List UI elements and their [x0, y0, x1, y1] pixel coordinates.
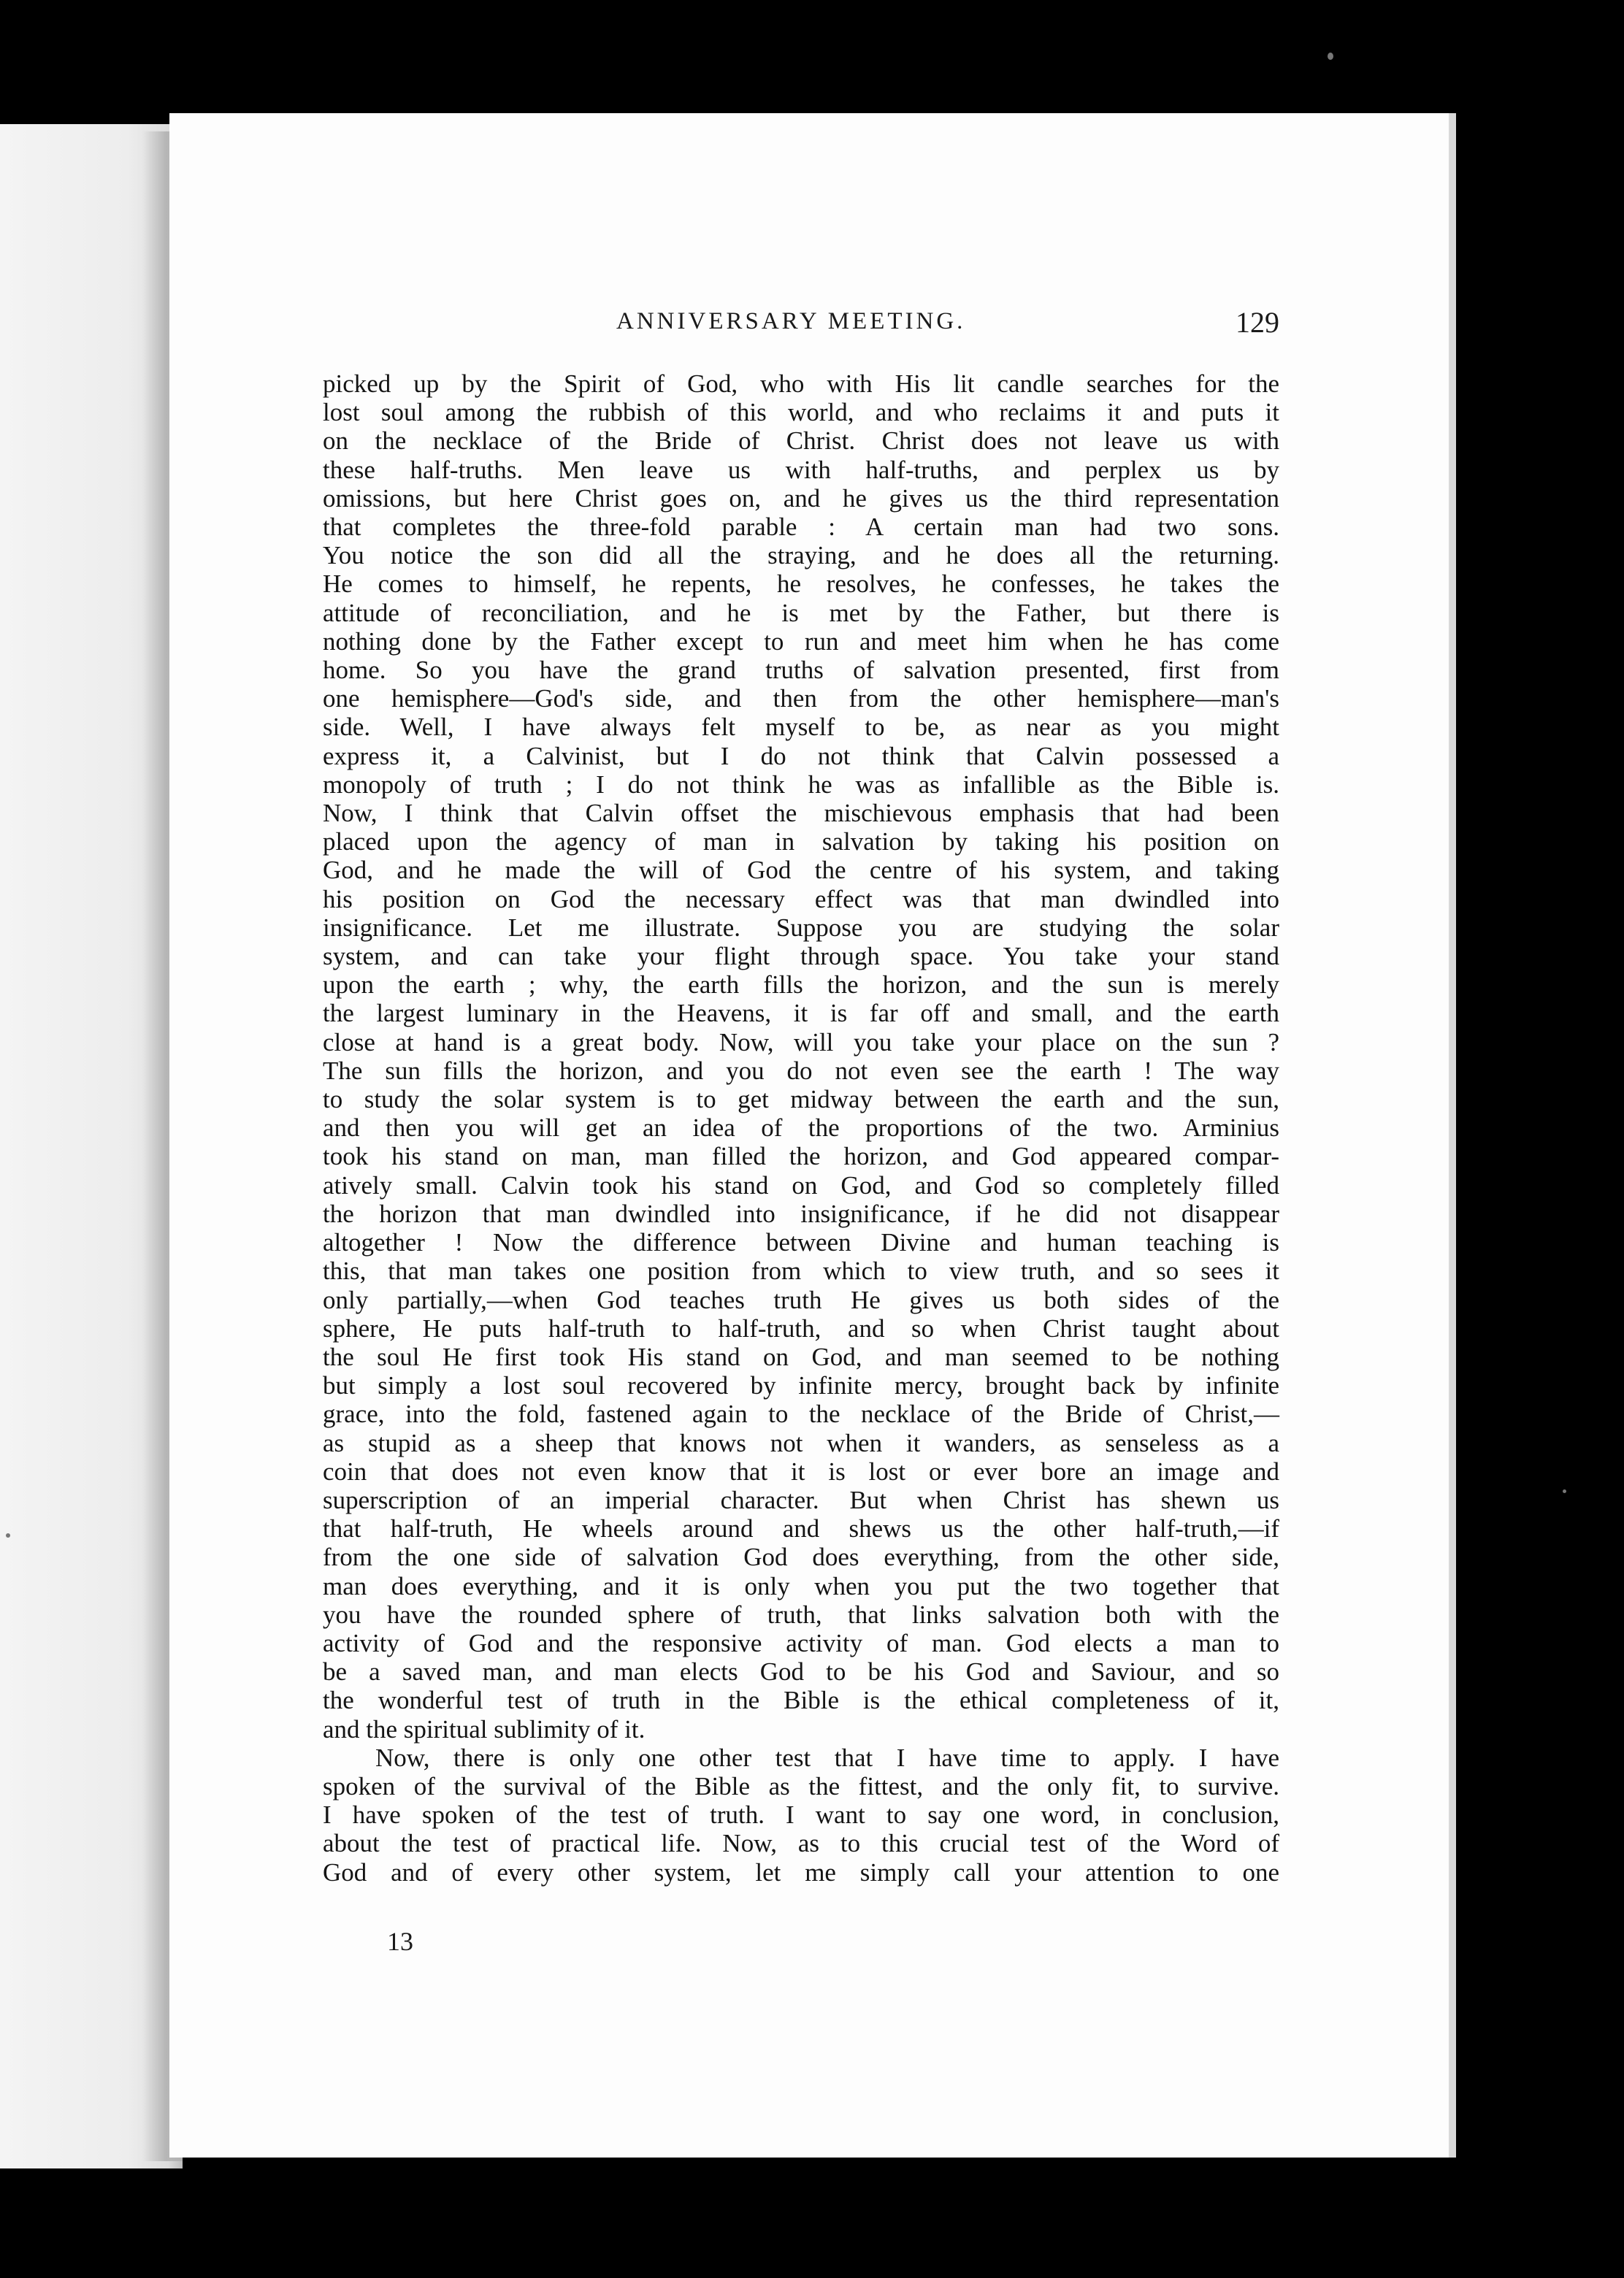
signature-mark: 13 [387, 1927, 413, 1956]
text-line: atively small. Calvin took his stand on God, and God so completely filled [323, 1170, 1279, 1200]
text-line: one hemisphere—God's side, and then from the other hemisphere—man's [323, 684, 1279, 713]
text-line: about the test of practical life. Now, as to this crucial test of the Word of [323, 1829, 1279, 1858]
text-line: home. So you have the grand truths of salvation presented, first from [323, 656, 1279, 685]
text-line: the wonderful test of truth in the Bible is the ethical completeness of it, [323, 1686, 1279, 1715]
text-line: this, that man takes one position from which to view truth, and so sees it [323, 1257, 1279, 1286]
text-line: and the spiritual sublimity of it. [323, 1714, 646, 1744]
text-line: Now, I think that Calvin offset the mischievous emphasis that had been [323, 799, 1279, 828]
text-line: I have spoken of the test of truth. I want to say one word, in conclusion, [323, 1800, 1279, 1830]
text-line: man does everything, and it is only when you put the two together that [323, 1571, 1279, 1600]
text-line: system, and can take your flight through space. You take your stand [323, 942, 1279, 971]
text-line: that half-truth, He wheels around and shews us the other half-truth,—if [323, 1514, 1279, 1543]
text-line: that completes the three-fold parable : A certain man had two sons. [323, 513, 1279, 542]
text-line: God, and he made the will of God the centre of his system, and taking [323, 856, 1279, 885]
text-line: his position on God the necessary effect was that man dwindled into [323, 884, 1279, 913]
text-line: the soul He first took His stand on God, and man seemed to be nothing [323, 1342, 1279, 1371]
text-line: insignificance. Let me illustrate. Suppose you are studying the solar [323, 913, 1279, 942]
text-line: God and of every other system, let me simply call your attention to one [323, 1857, 1279, 1887]
text-line: He comes to himself, he repents, he resolves, he confesses, he takes the [323, 570, 1279, 599]
text-line: monopoly of truth ; I do not think he was as infallible as the Bible is. [323, 770, 1279, 799]
text-line: spoken of the survival of the Bible as the fittest, and the only fit, to survive. [323, 1771, 1279, 1800]
text-line: the largest luminary in the Heavens, it is far off and small, and the earth [323, 999, 1279, 1028]
text-line: The sun fills the horizon, and you do not even see the earth ! The way [323, 1056, 1279, 1085]
text-line: these half-truths. Men leave us with half-truths, and perplex us by [323, 455, 1279, 484]
text-line: upon the earth ; why, the earth fills the horizon, and the sun is merely [323, 970, 1279, 1000]
text-line: placed upon the agency of man in salvation by taking his position on [323, 827, 1279, 856]
text-line: You notice the son did all the straying, and he does all the returning. [323, 541, 1279, 570]
text-line: grace, into the fold, fastened again to the necklace of the Bride of Christ,— [323, 1400, 1279, 1429]
page-number: 129 [1236, 306, 1279, 339]
text-line: only partially,—when God teaches truth He gives us both sides of the [323, 1285, 1279, 1314]
text-line: lost soul among the rubbish of this world, and who reclaims it and puts it [323, 398, 1279, 427]
text-line: superscription of an imperial character. But when Christ has shewn us [323, 1485, 1279, 1514]
text-line: be a saved man, and man elects God to be his God and Saviour, and so [323, 1657, 1279, 1687]
text-line: on the necklace of the Bride of Christ. Christ does not leave us with [323, 426, 1279, 456]
dust-speck [1563, 1489, 1566, 1493]
text-line: but simply a lost soul recovered by infinite mercy, brought back by infinite [323, 1371, 1279, 1400]
text-line: to study the solar system is to get midway between the earth and the sun, [323, 1085, 1279, 1114]
dust-speck [6, 1533, 10, 1538]
text-line: side. Well, I have always felt myself to be, as near as you might [323, 713, 1279, 742]
text-line: attitude of reconciliation, and he is met by the Father, but there is [323, 598, 1279, 627]
text-line: express it, a Calvinist, but I do not think that Calvin possessed a [323, 741, 1279, 770]
text-line: from the one side of salvation God does everything, from the other side, [323, 1543, 1279, 1572]
body-text [323, 369, 1279, 1887]
text-line: close at hand is a great body. Now, will you take your place on the sun ? [323, 1027, 1279, 1056]
page-edge-shadow [1449, 113, 1456, 2158]
text-line: Now, there is only one other test that I have time to apply. I have [375, 1743, 1279, 1772]
text-line: nothing done by the Father except to run and meet him when he has come [323, 626, 1279, 656]
dust-speck [1328, 53, 1333, 60]
text-line: and then you will get an idea of the proportions of the two. Arminius [323, 1113, 1279, 1143]
text-line: you have the rounded sphere of truth, that links salvation both with the [323, 1600, 1279, 1629]
running-head: ANNIVERSARY MEETING. [616, 308, 966, 334]
text-line: altogether ! Now the difference between Divine and human teaching is [323, 1228, 1279, 1257]
text-line: the horizon that man dwindled into insignificance, if he did not disappear [323, 1199, 1279, 1228]
text-line: took his stand on man, man filled the horizon, and God appeared compar- [323, 1142, 1279, 1171]
page-header [447, 308, 1279, 345]
text-line: activity of God and the responsive activity of man. God elects a man to [323, 1628, 1279, 1657]
text-line: coin that does not even know that it is lost or ever bore an image and [323, 1457, 1279, 1486]
text-line: sphere, He puts half-truth to half-truth, and so when Christ taught about [323, 1314, 1279, 1343]
text-line: as stupid as a sheep that knows not when it wanders, as senseless as a [323, 1428, 1279, 1457]
text-line: omissions, but here Christ goes on, and he gives us the third representation [323, 483, 1279, 513]
text-line: picked up by the Spirit of God, who with His lit candle searches for the [323, 369, 1279, 398]
